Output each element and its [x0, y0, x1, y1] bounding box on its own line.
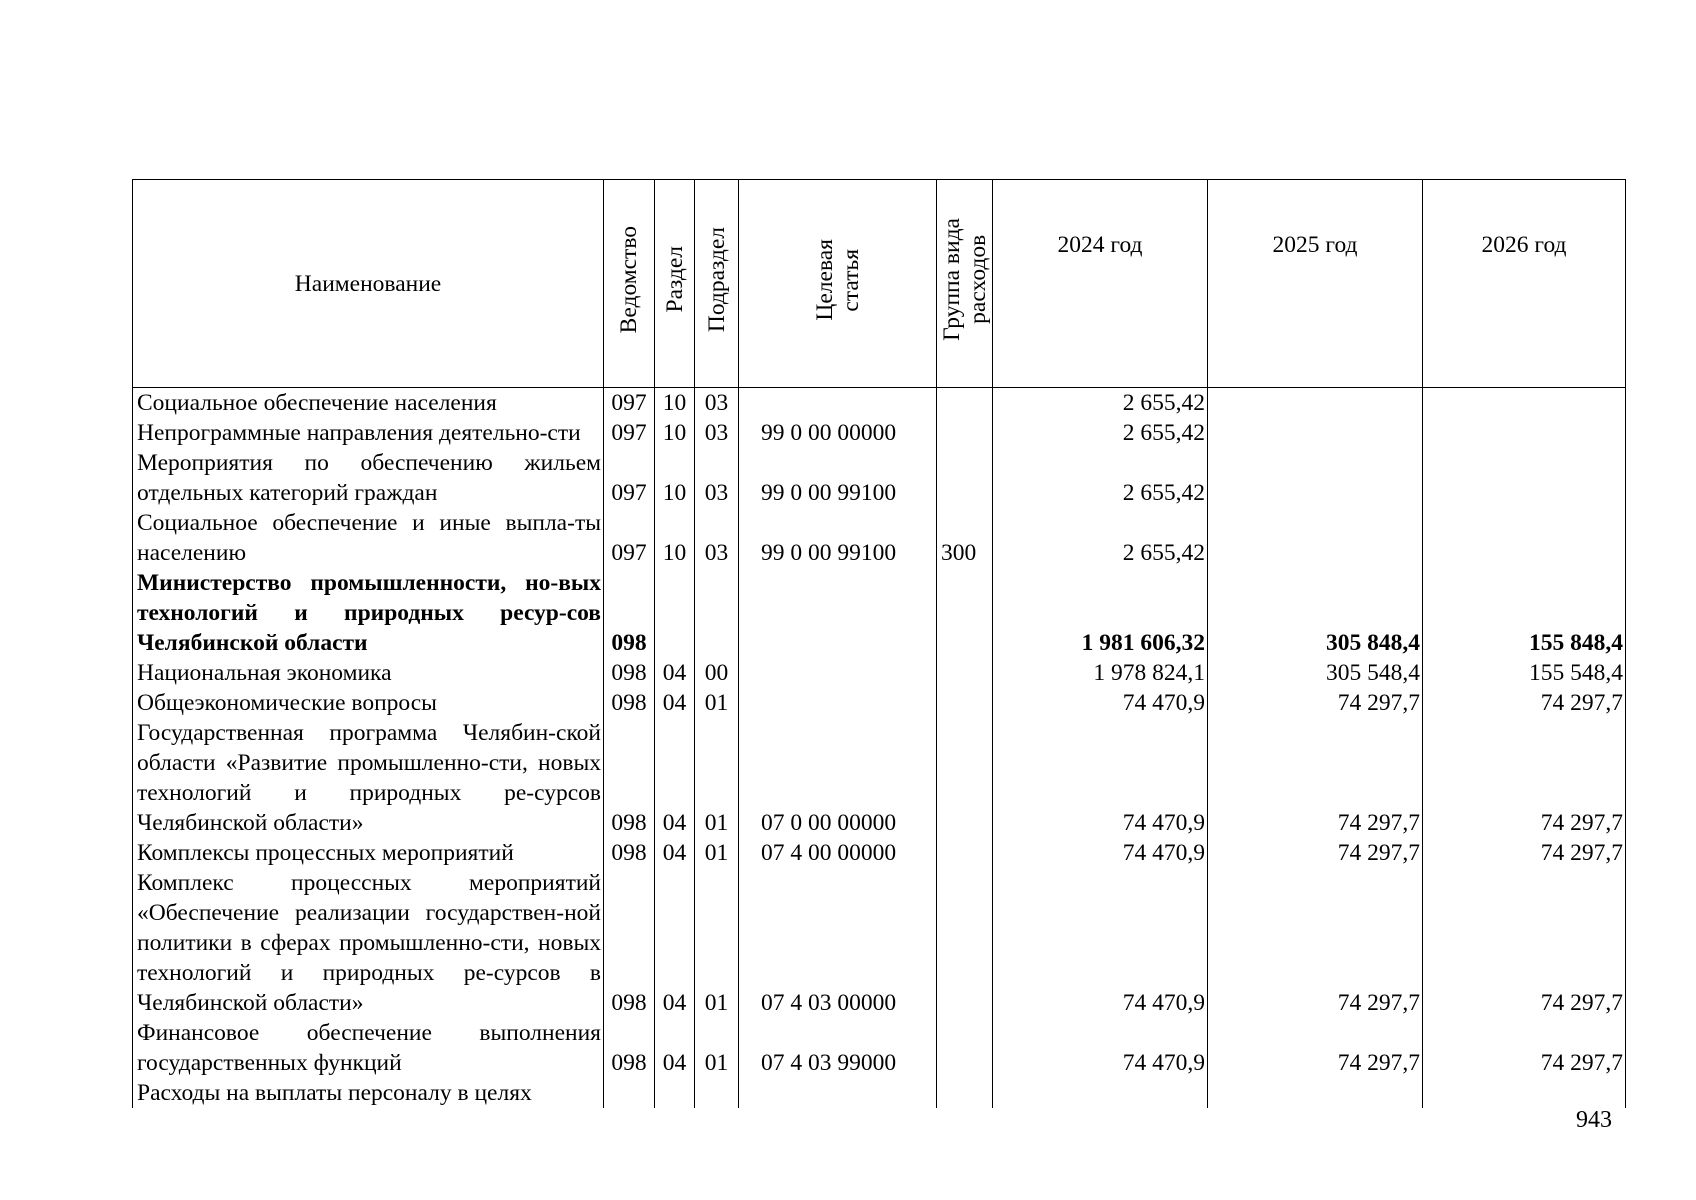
row-amount-2026: 74 297,7 [1423, 688, 1626, 718]
row-expense-group [937, 658, 993, 688]
row-target-article [739, 658, 937, 688]
row-name: Мероприятия по обеспечению жильем отдельных категорий граждан [133, 448, 604, 508]
row-expense-group [937, 1078, 993, 1108]
row-expense-group [937, 688, 993, 718]
row-amount-2024: 2 655,42 [993, 388, 1208, 419]
header-year-2024: 2024 год [993, 180, 1208, 388]
row-department: 097 [604, 448, 655, 508]
row-target-article [739, 688, 937, 718]
row-amount-2026: 155 548,4 [1423, 658, 1626, 688]
row-amount-2025: 74 297,7 [1208, 688, 1423, 718]
row-amount-2024: 2 655,42 [993, 448, 1208, 508]
row-section: 04 [655, 1018, 695, 1078]
row-amount-2026: 74 297,7 [1423, 718, 1626, 838]
row-target-article [739, 388, 937, 419]
row-amount-2024: 74 470,9 [993, 718, 1208, 838]
row-amount-2026: 155 848,4 [1423, 568, 1626, 658]
row-subsection: 00 [695, 658, 739, 688]
row-section [655, 1078, 695, 1108]
row-subsection: 01 [695, 688, 739, 718]
row-amount-2025: 305 848,4 [1208, 568, 1423, 658]
row-amount-2026: 74 297,7 [1423, 838, 1626, 868]
row-amount-2024: 74 470,9 [993, 838, 1208, 868]
row-amount-2026 [1423, 448, 1626, 508]
table-row [133, 508, 1626, 568]
row-expense-group [937, 418, 993, 448]
table-row [133, 1078, 1626, 1108]
row-subsection [695, 1078, 739, 1108]
row-subsection: 03 [695, 448, 739, 508]
table-row [133, 448, 1626, 508]
row-amount-2025: 74 297,7 [1208, 868, 1423, 1018]
row-subsection: 01 [695, 838, 739, 868]
budget-table [132, 179, 1626, 1108]
table-row [133, 838, 1626, 868]
row-amount-2025 [1208, 448, 1423, 508]
row-section: 04 [655, 658, 695, 688]
row-amount-2025 [1208, 1078, 1423, 1108]
row-expense-group [937, 718, 993, 838]
row-name: Непрограммные направления деятельно-сти [133, 418, 604, 448]
row-amount-2024: 2 655,42 [993, 418, 1208, 448]
row-amount-2025: 305 548,4 [1208, 658, 1423, 688]
row-name: Комплекс процессных мероприятий «Обеспечение реализации государствен-ной политики в сферах промышленно-сти, новых технологий и природных ре-сурсов в Челябинской области» [133, 868, 604, 1018]
row-section: 10 [655, 448, 695, 508]
table-row [133, 1018, 1626, 1078]
row-amount-2025 [1208, 508, 1423, 568]
row-target-article [739, 568, 937, 658]
row-expense-group [937, 388, 993, 419]
row-department: 097 [604, 418, 655, 448]
row-section: 04 [655, 838, 695, 868]
table-row [133, 658, 1626, 688]
header-section: Раздел [655, 180, 695, 388]
row-department: 098 [604, 568, 655, 658]
row-amount-2024: 1 981 606,32 [993, 568, 1208, 658]
row-amount-2026 [1423, 388, 1626, 419]
header-expense-group: Группа вида расходов [937, 180, 993, 388]
header-row [133, 180, 1626, 388]
row-department: 097 [604, 508, 655, 568]
row-section: 10 [655, 508, 695, 568]
row-target-article: 07 4 00 00000 [739, 838, 937, 868]
row-section: 04 [655, 688, 695, 718]
row-subsection: 03 [695, 508, 739, 568]
row-subsection: 03 [695, 418, 739, 448]
header-subsection: Подраздел [695, 180, 739, 388]
header-department: Ведомство [604, 180, 655, 388]
row-subsection: 03 [695, 388, 739, 419]
row-amount-2026: 74 297,7 [1423, 868, 1626, 1018]
header-year-2026: 2026 год [1423, 180, 1626, 388]
row-target-article: 07 4 03 99000 [739, 1018, 937, 1078]
row-target-article: 99 0 00 00000 [739, 418, 937, 448]
row-section: 04 [655, 868, 695, 1018]
table-row [133, 568, 1626, 658]
row-department: 098 [604, 658, 655, 688]
header-year-2025: 2025 год [1208, 180, 1423, 388]
row-department: 098 [604, 688, 655, 718]
table-row [133, 688, 1626, 718]
header-target-article: Целевая статья [739, 180, 937, 388]
row-section: 04 [655, 718, 695, 838]
table-row [133, 388, 1626, 419]
row-amount-2024: 74 470,9 [993, 688, 1208, 718]
row-amount-2025: 74 297,7 [1208, 718, 1423, 838]
row-amount-2025: 74 297,7 [1208, 838, 1423, 868]
row-expense-group: 300 [937, 508, 993, 568]
row-section: 10 [655, 418, 695, 448]
row-subsection: 01 [695, 718, 739, 838]
row-amount-2025 [1208, 388, 1423, 419]
row-department: 098 [604, 718, 655, 838]
table-row [133, 718, 1626, 838]
row-name: Расходы на выплаты персоналу в целях [133, 1078, 604, 1108]
row-target-article: 07 4 03 00000 [739, 868, 937, 1018]
row-amount-2025: 74 297,7 [1208, 1018, 1423, 1078]
row-target-article: 99 0 00 99100 [739, 448, 937, 508]
row-amount-2026 [1423, 508, 1626, 568]
row-amount-2024: 1 978 824,1 [993, 658, 1208, 688]
row-target-article: 99 0 00 99100 [739, 508, 937, 568]
row-expense-group [937, 868, 993, 1018]
row-name: Национальная экономика [133, 658, 604, 688]
row-name: Комплексы процессных мероприятий [133, 838, 604, 868]
row-subsection: 01 [695, 868, 739, 1018]
row-expense-group [937, 568, 993, 658]
page-number: 943 [1576, 1107, 1612, 1133]
row-amount-2024 [993, 1078, 1208, 1108]
row-name: Общеэкономические вопросы [133, 688, 604, 718]
row-subsection [695, 568, 739, 658]
row-target-article: 07 0 00 00000 [739, 718, 937, 838]
row-name: Социальное обеспечение населения [133, 388, 604, 419]
row-department: 098 [604, 1018, 655, 1078]
row-section: 10 [655, 388, 695, 419]
table-row [133, 868, 1626, 1018]
row-name: Социальное обеспечение и иные выпла-ты населению [133, 508, 604, 568]
row-amount-2026: 74 297,7 [1423, 1018, 1626, 1078]
row-name: Финансовое обеспечение выполнения государственных функций [133, 1018, 604, 1078]
row-amount-2024: 74 470,9 [993, 868, 1208, 1018]
row-department: 098 [604, 838, 655, 868]
row-department [604, 1078, 655, 1108]
row-department: 098 [604, 868, 655, 1018]
row-expense-group [937, 838, 993, 868]
row-amount-2024: 2 655,42 [993, 508, 1208, 568]
row-department: 097 [604, 388, 655, 419]
row-amount-2024: 74 470,9 [993, 1018, 1208, 1078]
row-name: Министерство промышленности, но-вых технологий и природных ресур-сов Челябинской области [133, 568, 604, 658]
header-name: Наименование [133, 180, 604, 388]
row-expense-group [937, 1018, 993, 1078]
row-target-article [739, 1078, 937, 1108]
table-row [133, 418, 1626, 448]
row-amount-2025 [1208, 418, 1423, 448]
row-expense-group [937, 448, 993, 508]
row-name: Государственная программа Челябин-ской области «Развитие промышленно-сти, новых технологий и природных ре-сурсов Челябинской области» [133, 718, 604, 838]
row-amount-2026 [1423, 418, 1626, 448]
row-amount-2026 [1423, 1078, 1626, 1108]
row-subsection: 01 [695, 1018, 739, 1078]
row-section [655, 568, 695, 658]
table-body [133, 388, 1626, 1109]
